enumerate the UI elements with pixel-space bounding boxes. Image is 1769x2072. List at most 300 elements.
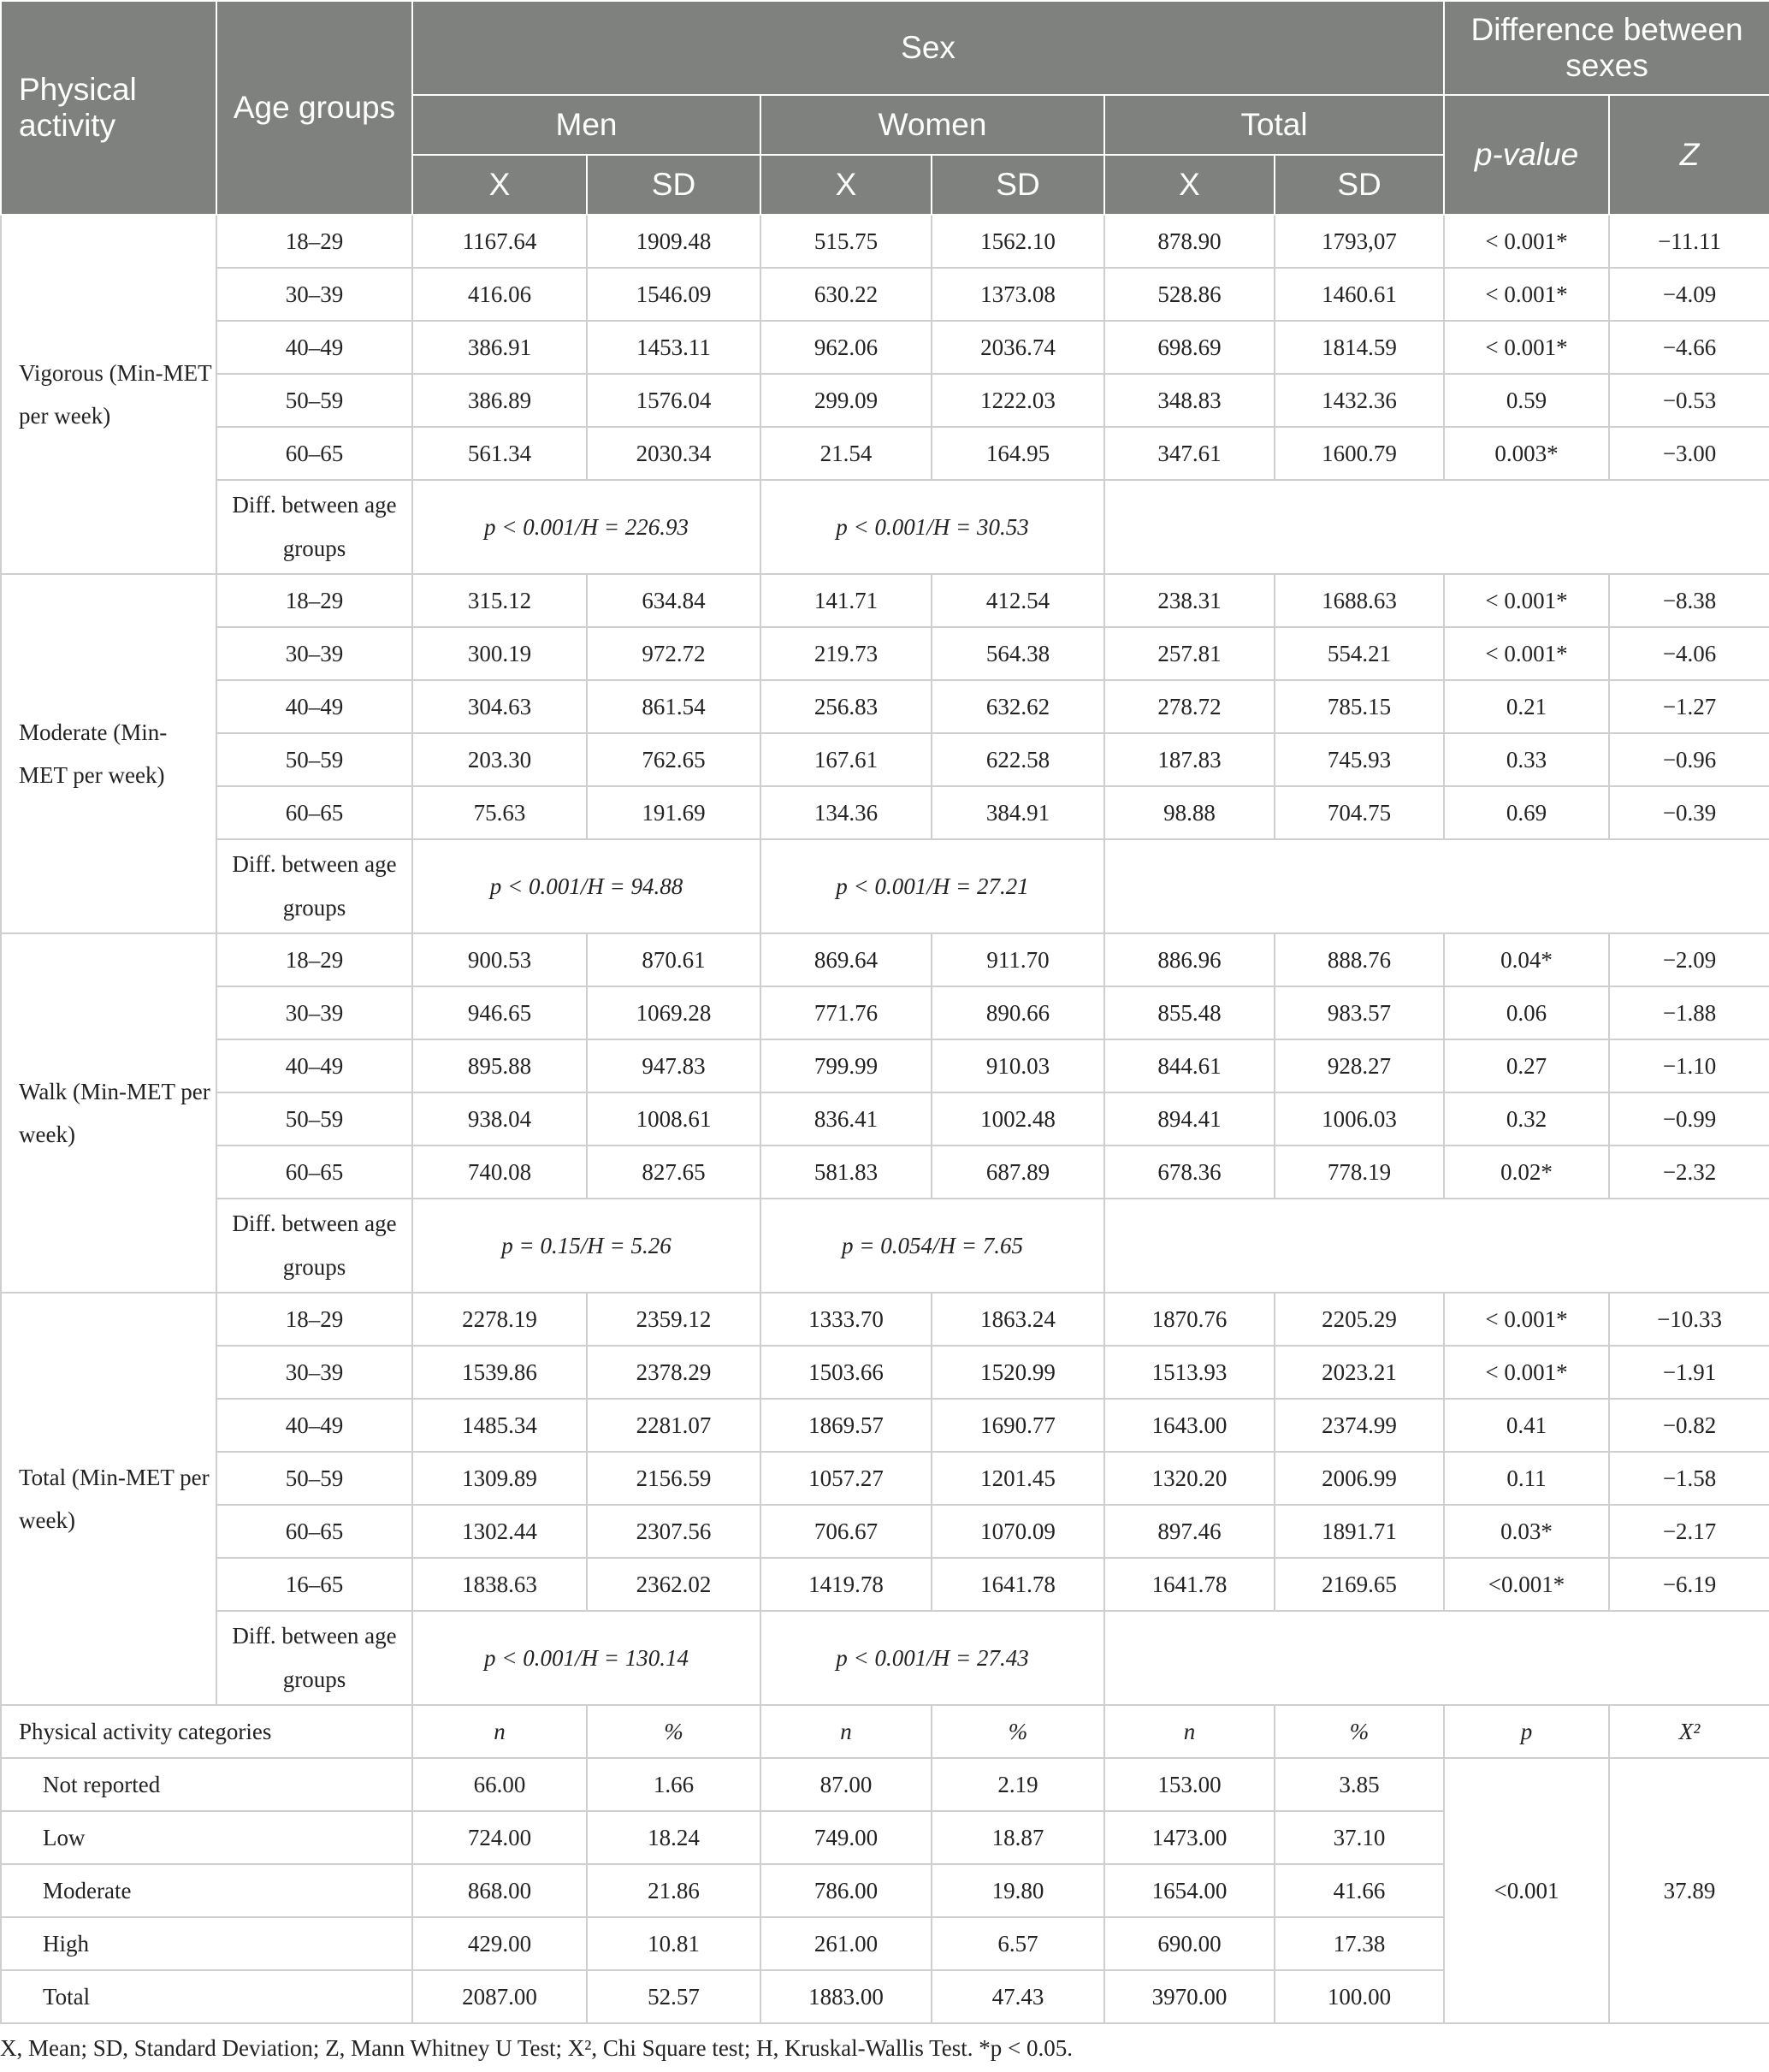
men-mean-cell: 1539.86 bbox=[412, 1346, 587, 1399]
women-n-cell: 749.00 bbox=[760, 1811, 932, 1864]
total-sd-cell: 1006.03 bbox=[1275, 1092, 1444, 1146]
men-mean-cell: 416.06 bbox=[412, 268, 587, 321]
women-mean-cell: 1057.27 bbox=[760, 1452, 932, 1505]
total-mean-cell: 894.41 bbox=[1104, 1092, 1275, 1146]
men-sd-cell: 2307.56 bbox=[587, 1505, 760, 1558]
header-difference-between-sexes: Difference between sexes bbox=[1444, 1, 1769, 95]
z-value-cell: −0.96 bbox=[1609, 733, 1769, 786]
total-mean-cell: 878.90 bbox=[1104, 215, 1275, 268]
header-total-x: X bbox=[1104, 155, 1275, 215]
p-value-cell: 0.27 bbox=[1444, 1039, 1609, 1092]
total-sd-cell: 983.57 bbox=[1275, 986, 1444, 1039]
men-mean-cell: 2278.19 bbox=[412, 1293, 587, 1346]
men-n-cell: 868.00 bbox=[412, 1864, 587, 1917]
total-sd-cell: 778.19 bbox=[1275, 1146, 1444, 1199]
men-sd-cell: 634.84 bbox=[587, 574, 760, 627]
women-sd-cell: 911.70 bbox=[932, 933, 1104, 986]
women-mean-cell: 21.54 bbox=[760, 427, 932, 480]
p-value-cell: < 0.001* bbox=[1444, 1346, 1609, 1399]
men-sd-cell: 972.72 bbox=[587, 627, 760, 680]
header-women-x: X bbox=[760, 155, 932, 215]
women-sd-cell: 564.38 bbox=[932, 627, 1104, 680]
p-value-cell: <0.001* bbox=[1444, 1558, 1609, 1611]
diff-women-value: p = 0.054/H = 7.65 bbox=[760, 1199, 1104, 1293]
empty-cell bbox=[1104, 1611, 1769, 1705]
women-mean-cell: 141.71 bbox=[760, 574, 932, 627]
diff-age-groups-label: Diff. between age groups bbox=[216, 1611, 412, 1705]
men-mean-cell: 1838.63 bbox=[412, 1558, 587, 1611]
total-mean-cell: 698.69 bbox=[1104, 321, 1275, 374]
header-physical-activity: Physical activity bbox=[1, 1, 216, 215]
z-value-cell: −4.06 bbox=[1609, 627, 1769, 680]
table-row bbox=[1, 268, 1769, 321]
women-sd-cell: 1070.09 bbox=[932, 1505, 1104, 1558]
table-row bbox=[1, 1293, 1769, 1346]
women-n-cell: 786.00 bbox=[760, 1864, 932, 1917]
age-group-cell: 18–29 bbox=[216, 574, 412, 627]
header-total: Total bbox=[1104, 95, 1444, 155]
total-mean-cell: 347.61 bbox=[1104, 427, 1275, 480]
age-group-cell: 40–49 bbox=[216, 321, 412, 374]
men-mean-cell: 1167.64 bbox=[412, 215, 587, 268]
table-footnote: X, Mean; SD, Standard Deviation; Z, Mann Whitney U Test; X², Chi Square test; H, Kruskal-Wallis Test. *p < 0.05. bbox=[0, 2035, 1073, 2061]
age-group-cell: 30–39 bbox=[216, 268, 412, 321]
categories-title: Physical activity categories bbox=[1, 1705, 412, 1758]
women-mean-cell: 256.83 bbox=[760, 680, 932, 733]
women-mean-cell: 581.83 bbox=[760, 1146, 932, 1199]
men-sd-cell: 1576.04 bbox=[587, 374, 760, 427]
total-pct-cell: 3.85 bbox=[1275, 1758, 1444, 1811]
total-n-cell: 1473.00 bbox=[1104, 1811, 1275, 1864]
total-sd-cell: 1600.79 bbox=[1275, 427, 1444, 480]
group-label: Walk (Min-MET per week) bbox=[1, 933, 216, 1293]
header-men-x: X bbox=[412, 155, 587, 215]
women-mean-cell: 706.67 bbox=[760, 1505, 932, 1558]
table-row bbox=[1, 1039, 1769, 1092]
total-sd-cell: 1891.71 bbox=[1275, 1505, 1444, 1558]
women-mean-cell: 1419.78 bbox=[760, 1558, 932, 1611]
categories-header-row bbox=[1, 1705, 1769, 1758]
women-mean-cell: 771.76 bbox=[760, 986, 932, 1039]
age-group-cell: 16–65 bbox=[216, 1558, 412, 1611]
total-mean-cell: 1320.20 bbox=[1104, 1452, 1275, 1505]
total-mean-cell: 1643.00 bbox=[1104, 1399, 1275, 1452]
header-women: Women bbox=[760, 95, 1104, 155]
z-value-cell: −0.82 bbox=[1609, 1399, 1769, 1452]
p-value-cell: 0.11 bbox=[1444, 1452, 1609, 1505]
categories-col-header: n bbox=[760, 1705, 932, 1758]
men-mean-cell: 938.04 bbox=[412, 1092, 587, 1146]
total-mean-cell: 278.72 bbox=[1104, 680, 1275, 733]
age-group-cell: 50–59 bbox=[216, 1092, 412, 1146]
diff-age-groups-row bbox=[1, 1199, 1769, 1293]
p-value-cell: 0.06 bbox=[1444, 986, 1609, 1039]
women-sd-cell: 632.62 bbox=[932, 680, 1104, 733]
diff-men-value: p = 0.15/H = 5.26 bbox=[412, 1199, 760, 1293]
men-sd-cell: 861.54 bbox=[587, 680, 760, 733]
table-body bbox=[1, 215, 1769, 2023]
men-sd-cell: 2281.07 bbox=[587, 1399, 760, 1452]
men-sd-cell: 191.69 bbox=[587, 786, 760, 839]
women-sd-cell: 687.89 bbox=[932, 1146, 1104, 1199]
p-value-cell: < 0.001* bbox=[1444, 627, 1609, 680]
total-sd-cell: 704.75 bbox=[1275, 786, 1444, 839]
total-n-cell: 690.00 bbox=[1104, 1917, 1275, 1970]
categories-p-value: <0.001 bbox=[1444, 1758, 1609, 2023]
diff-age-groups-row bbox=[1, 839, 1769, 933]
men-sd-cell: 870.61 bbox=[587, 933, 760, 986]
women-mean-cell: 515.75 bbox=[760, 215, 932, 268]
men-pct-cell: 10.81 bbox=[587, 1917, 760, 1970]
z-value-cell: −1.88 bbox=[1609, 986, 1769, 1039]
header-p-value: p-value bbox=[1444, 95, 1609, 215]
table-row bbox=[1, 680, 1769, 733]
table-row bbox=[1, 627, 1769, 680]
category-label: Low bbox=[1, 1811, 412, 1864]
women-mean-cell: 167.61 bbox=[760, 733, 932, 786]
table-row bbox=[1, 427, 1769, 480]
women-mean-cell: 219.73 bbox=[760, 627, 932, 680]
categories-col-header: n bbox=[412, 1705, 587, 1758]
p-value-cell: 0.02* bbox=[1444, 1146, 1609, 1199]
z-value-cell: −1.58 bbox=[1609, 1452, 1769, 1505]
total-mean-cell: 238.31 bbox=[1104, 574, 1275, 627]
group-label: Total (Min-MET per week) bbox=[1, 1293, 216, 1705]
category-row bbox=[1, 1758, 1769, 1811]
total-pct-cell: 41.66 bbox=[1275, 1864, 1444, 1917]
p-value-cell: < 0.001* bbox=[1444, 268, 1609, 321]
total-sd-cell: 1432.36 bbox=[1275, 374, 1444, 427]
z-value-cell: −1.10 bbox=[1609, 1039, 1769, 1092]
p-value-cell: 0.04* bbox=[1444, 933, 1609, 986]
table-row bbox=[1, 986, 1769, 1039]
women-mean-cell: 836.41 bbox=[760, 1092, 932, 1146]
women-sd-cell: 1002.48 bbox=[932, 1092, 1104, 1146]
women-pct-cell: 19.80 bbox=[932, 1864, 1104, 1917]
categories-col-header: X² bbox=[1609, 1705, 1769, 1758]
age-group-cell: 18–29 bbox=[216, 1293, 412, 1346]
table-row bbox=[1, 1558, 1769, 1611]
women-sd-cell: 2036.74 bbox=[932, 321, 1104, 374]
age-group-cell: 40–49 bbox=[216, 1039, 412, 1092]
women-sd-cell: 1641.78 bbox=[932, 1558, 1104, 1611]
table-row bbox=[1, 1346, 1769, 1399]
table-row bbox=[1, 1505, 1769, 1558]
age-group-cell: 40–49 bbox=[216, 1399, 412, 1452]
women-sd-cell: 384.91 bbox=[932, 786, 1104, 839]
diff-women-value: p < 0.001/H = 30.53 bbox=[760, 480, 1104, 574]
empty-cell bbox=[1104, 839, 1769, 933]
p-value-cell: 0.69 bbox=[1444, 786, 1609, 839]
table-row bbox=[1, 1399, 1769, 1452]
total-sd-cell: 1793,07 bbox=[1275, 215, 1444, 268]
women-n-cell: 1883.00 bbox=[760, 1970, 932, 2023]
table-row bbox=[1, 374, 1769, 427]
men-pct-cell: 1.66 bbox=[587, 1758, 760, 1811]
header-age-groups: Age groups bbox=[216, 1, 412, 215]
women-pct-cell: 2.19 bbox=[932, 1758, 1104, 1811]
women-sd-cell: 1863.24 bbox=[932, 1293, 1104, 1346]
total-sd-cell: 2023.21 bbox=[1275, 1346, 1444, 1399]
age-group-cell: 50–59 bbox=[216, 374, 412, 427]
men-sd-cell: 2030.34 bbox=[587, 427, 760, 480]
women-sd-cell: 1222.03 bbox=[932, 374, 1104, 427]
p-value-cell: < 0.001* bbox=[1444, 321, 1609, 374]
table-row bbox=[1, 933, 1769, 986]
z-value-cell: −4.09 bbox=[1609, 268, 1769, 321]
z-value-cell: −10.33 bbox=[1609, 1293, 1769, 1346]
total-sd-cell: 745.93 bbox=[1275, 733, 1444, 786]
total-mean-cell: 528.86 bbox=[1104, 268, 1275, 321]
p-value-cell: 0.003* bbox=[1444, 427, 1609, 480]
z-value-cell: −2.32 bbox=[1609, 1146, 1769, 1199]
z-value-cell: −8.38 bbox=[1609, 574, 1769, 627]
age-group-cell: 50–59 bbox=[216, 733, 412, 786]
z-value-cell: −2.17 bbox=[1609, 1505, 1769, 1558]
p-value-cell: < 0.001* bbox=[1444, 1293, 1609, 1346]
total-sd-cell: 928.27 bbox=[1275, 1039, 1444, 1092]
men-n-cell: 2087.00 bbox=[412, 1970, 587, 2023]
total-n-cell: 153.00 bbox=[1104, 1758, 1275, 1811]
men-mean-cell: 946.65 bbox=[412, 986, 587, 1039]
total-mean-cell: 886.96 bbox=[1104, 933, 1275, 986]
p-value-cell: < 0.001* bbox=[1444, 574, 1609, 627]
z-value-cell: −0.99 bbox=[1609, 1092, 1769, 1146]
p-value-cell: 0.33 bbox=[1444, 733, 1609, 786]
age-group-cell: 30–39 bbox=[216, 1346, 412, 1399]
total-mean-cell: 348.83 bbox=[1104, 374, 1275, 427]
men-mean-cell: 386.91 bbox=[412, 321, 587, 374]
total-mean-cell: 844.61 bbox=[1104, 1039, 1275, 1092]
age-group-cell: 18–29 bbox=[216, 933, 412, 986]
total-sd-cell: 2205.29 bbox=[1275, 1293, 1444, 1346]
women-sd-cell: 622.58 bbox=[932, 733, 1104, 786]
categories-col-header: p bbox=[1444, 1705, 1609, 1758]
p-value-cell: 0.59 bbox=[1444, 374, 1609, 427]
age-group-cell: 30–39 bbox=[216, 627, 412, 680]
diff-women-value: p < 0.001/H = 27.43 bbox=[760, 1611, 1104, 1705]
z-value-cell: −6.19 bbox=[1609, 1558, 1769, 1611]
z-value-cell: −1.91 bbox=[1609, 1346, 1769, 1399]
categories-col-header: n bbox=[1104, 1705, 1275, 1758]
women-pct-cell: 47.43 bbox=[932, 1970, 1104, 2023]
men-pct-cell: 18.24 bbox=[587, 1811, 760, 1864]
total-pct-cell: 100.00 bbox=[1275, 1970, 1444, 2023]
p-value-cell: 0.41 bbox=[1444, 1399, 1609, 1452]
women-sd-cell: 890.66 bbox=[932, 986, 1104, 1039]
diff-age-groups-label: Diff. between age groups bbox=[216, 480, 412, 574]
women-sd-cell: 164.95 bbox=[932, 427, 1104, 480]
men-pct-cell: 52.57 bbox=[587, 1970, 760, 2023]
men-sd-cell: 947.83 bbox=[587, 1039, 760, 1092]
men-pct-cell: 21.86 bbox=[587, 1864, 760, 1917]
women-sd-cell: 910.03 bbox=[932, 1039, 1104, 1092]
men-n-cell: 429.00 bbox=[412, 1917, 587, 1970]
men-sd-cell: 1069.28 bbox=[587, 986, 760, 1039]
men-mean-cell: 203.30 bbox=[412, 733, 587, 786]
header-sex: Sex bbox=[412, 1, 1444, 95]
z-value-cell: −2.09 bbox=[1609, 933, 1769, 986]
men-sd-cell: 2378.29 bbox=[587, 1346, 760, 1399]
header-men: Men bbox=[412, 95, 760, 155]
men-sd-cell: 2359.12 bbox=[587, 1293, 760, 1346]
diff-age-groups-row bbox=[1, 480, 1769, 574]
men-sd-cell: 762.65 bbox=[587, 733, 760, 786]
total-sd-cell: 785.15 bbox=[1275, 680, 1444, 733]
men-sd-cell: 2362.02 bbox=[587, 1558, 760, 1611]
category-label: High bbox=[1, 1917, 412, 1970]
diff-men-value: p < 0.001/H = 130.14 bbox=[412, 1611, 760, 1705]
total-sd-cell: 888.76 bbox=[1275, 933, 1444, 986]
z-value-cell: −3.00 bbox=[1609, 427, 1769, 480]
men-mean-cell: 740.08 bbox=[412, 1146, 587, 1199]
women-sd-cell: 1562.10 bbox=[932, 215, 1104, 268]
men-mean-cell: 300.19 bbox=[412, 627, 587, 680]
header-women-sd: SD bbox=[932, 155, 1104, 215]
p-value-cell: 0.21 bbox=[1444, 680, 1609, 733]
group-label: Vigorous (Min-MET per week) bbox=[1, 215, 216, 574]
diff-men-value: p < 0.001/H = 226.93 bbox=[412, 480, 760, 574]
total-sd-cell: 2169.65 bbox=[1275, 1558, 1444, 1611]
table-header bbox=[1, 1, 1769, 215]
women-mean-cell: 869.64 bbox=[760, 933, 932, 986]
total-sd-cell: 1814.59 bbox=[1275, 321, 1444, 374]
table-row bbox=[1, 574, 1769, 627]
men-sd-cell: 827.65 bbox=[587, 1146, 760, 1199]
men-mean-cell: 75.63 bbox=[412, 786, 587, 839]
table-row bbox=[1, 1092, 1769, 1146]
categories-col-header: % bbox=[932, 1705, 1104, 1758]
men-sd-cell: 1909.48 bbox=[587, 215, 760, 268]
men-mean-cell: 315.12 bbox=[412, 574, 587, 627]
total-mean-cell: 855.48 bbox=[1104, 986, 1275, 1039]
men-mean-cell: 561.34 bbox=[412, 427, 587, 480]
age-group-cell: 18–29 bbox=[216, 215, 412, 268]
age-group-cell: 30–39 bbox=[216, 986, 412, 1039]
z-value-cell: −4.66 bbox=[1609, 321, 1769, 374]
total-n-cell: 1654.00 bbox=[1104, 1864, 1275, 1917]
z-value-cell: −11.11 bbox=[1609, 215, 1769, 268]
header-z: Z bbox=[1609, 95, 1769, 215]
women-n-cell: 261.00 bbox=[760, 1917, 932, 1970]
men-mean-cell: 900.53 bbox=[412, 933, 587, 986]
diff-age-groups-label: Diff. between age groups bbox=[216, 1199, 412, 1293]
p-value-cell: 0.03* bbox=[1444, 1505, 1609, 1558]
z-value-cell: −1.27 bbox=[1609, 680, 1769, 733]
women-mean-cell: 134.36 bbox=[760, 786, 932, 839]
total-mean-cell: 897.46 bbox=[1104, 1505, 1275, 1558]
age-group-cell: 40–49 bbox=[216, 680, 412, 733]
z-value-cell: −0.39 bbox=[1609, 786, 1769, 839]
category-label: Moderate bbox=[1, 1864, 412, 1917]
women-sd-cell: 412.54 bbox=[932, 574, 1104, 627]
categories-chi-square: 37.89 bbox=[1609, 1758, 1769, 2023]
men-n-cell: 66.00 bbox=[412, 1758, 587, 1811]
categories-col-header: % bbox=[587, 1705, 760, 1758]
empty-cell bbox=[1104, 1199, 1769, 1293]
men-n-cell: 724.00 bbox=[412, 1811, 587, 1864]
women-mean-cell: 299.09 bbox=[760, 374, 932, 427]
women-mean-cell: 1869.57 bbox=[760, 1399, 932, 1452]
diff-men-value: p < 0.001/H = 94.88 bbox=[412, 839, 760, 933]
table-row bbox=[1, 1452, 1769, 1505]
men-sd-cell: 1453.11 bbox=[587, 321, 760, 374]
table-row bbox=[1, 1146, 1769, 1199]
empty-cell bbox=[1104, 480, 1769, 574]
total-mean-cell: 187.83 bbox=[1104, 733, 1275, 786]
total-mean-cell: 1513.93 bbox=[1104, 1346, 1275, 1399]
diff-age-groups-row bbox=[1, 1611, 1769, 1705]
diff-women-value: p < 0.001/H = 27.21 bbox=[760, 839, 1104, 933]
total-sd-cell: 2374.99 bbox=[1275, 1399, 1444, 1452]
total-pct-cell: 37.10 bbox=[1275, 1811, 1444, 1864]
women-mean-cell: 962.06 bbox=[760, 321, 932, 374]
women-pct-cell: 6.57 bbox=[932, 1917, 1104, 1970]
table-row bbox=[1, 733, 1769, 786]
header-men-sd: SD bbox=[587, 155, 760, 215]
men-mean-cell: 895.88 bbox=[412, 1039, 587, 1092]
age-group-cell: 60–65 bbox=[216, 786, 412, 839]
women-mean-cell: 799.99 bbox=[760, 1039, 932, 1092]
women-mean-cell: 1503.66 bbox=[760, 1346, 932, 1399]
table-row bbox=[1, 786, 1769, 839]
women-n-cell: 87.00 bbox=[760, 1758, 932, 1811]
women-pct-cell: 18.87 bbox=[932, 1811, 1104, 1864]
total-n-cell: 3970.00 bbox=[1104, 1970, 1275, 2023]
total-mean-cell: 98.88 bbox=[1104, 786, 1275, 839]
p-value-cell: 0.32 bbox=[1444, 1092, 1609, 1146]
total-mean-cell: 1641.78 bbox=[1104, 1558, 1275, 1611]
women-sd-cell: 1520.99 bbox=[932, 1346, 1104, 1399]
total-mean-cell: 678.36 bbox=[1104, 1146, 1275, 1199]
age-group-cell: 60–65 bbox=[216, 1146, 412, 1199]
women-sd-cell: 1373.08 bbox=[932, 268, 1104, 321]
total-sd-cell: 2006.99 bbox=[1275, 1452, 1444, 1505]
total-mean-cell: 257.81 bbox=[1104, 627, 1275, 680]
men-sd-cell: 1008.61 bbox=[587, 1092, 760, 1146]
header-total-sd: SD bbox=[1275, 155, 1444, 215]
group-label: Moderate (Min-MET per week) bbox=[1, 574, 216, 933]
age-group-cell: 50–59 bbox=[216, 1452, 412, 1505]
total-sd-cell: 1460.61 bbox=[1275, 268, 1444, 321]
category-label: Not reported bbox=[1, 1758, 412, 1811]
age-group-cell: 60–65 bbox=[216, 427, 412, 480]
women-sd-cell: 1690.77 bbox=[932, 1399, 1104, 1452]
women-mean-cell: 1333.70 bbox=[760, 1293, 932, 1346]
men-mean-cell: 304.63 bbox=[412, 680, 587, 733]
z-value-cell: −0.53 bbox=[1609, 374, 1769, 427]
men-sd-cell: 1546.09 bbox=[587, 268, 760, 321]
men-mean-cell: 1485.34 bbox=[412, 1399, 587, 1452]
total-sd-cell: 554.21 bbox=[1275, 627, 1444, 680]
age-group-cell: 60–65 bbox=[216, 1505, 412, 1558]
women-mean-cell: 630.22 bbox=[760, 268, 932, 321]
men-sd-cell: 2156.59 bbox=[587, 1452, 760, 1505]
category-label: Total bbox=[1, 1970, 412, 2023]
men-mean-cell: 386.89 bbox=[412, 374, 587, 427]
men-mean-cell: 1309.89 bbox=[412, 1452, 587, 1505]
p-value-cell: < 0.001* bbox=[1444, 215, 1609, 268]
men-mean-cell: 1302.44 bbox=[412, 1505, 587, 1558]
total-sd-cell: 1688.63 bbox=[1275, 574, 1444, 627]
total-pct-cell: 17.38 bbox=[1275, 1917, 1444, 1970]
table-row bbox=[1, 215, 1769, 268]
total-mean-cell: 1870.76 bbox=[1104, 1293, 1275, 1346]
categories-col-header: % bbox=[1275, 1705, 1444, 1758]
women-sd-cell: 1201.45 bbox=[932, 1452, 1104, 1505]
diff-age-groups-label: Diff. between age groups bbox=[216, 839, 412, 933]
table-row bbox=[1, 321, 1769, 374]
